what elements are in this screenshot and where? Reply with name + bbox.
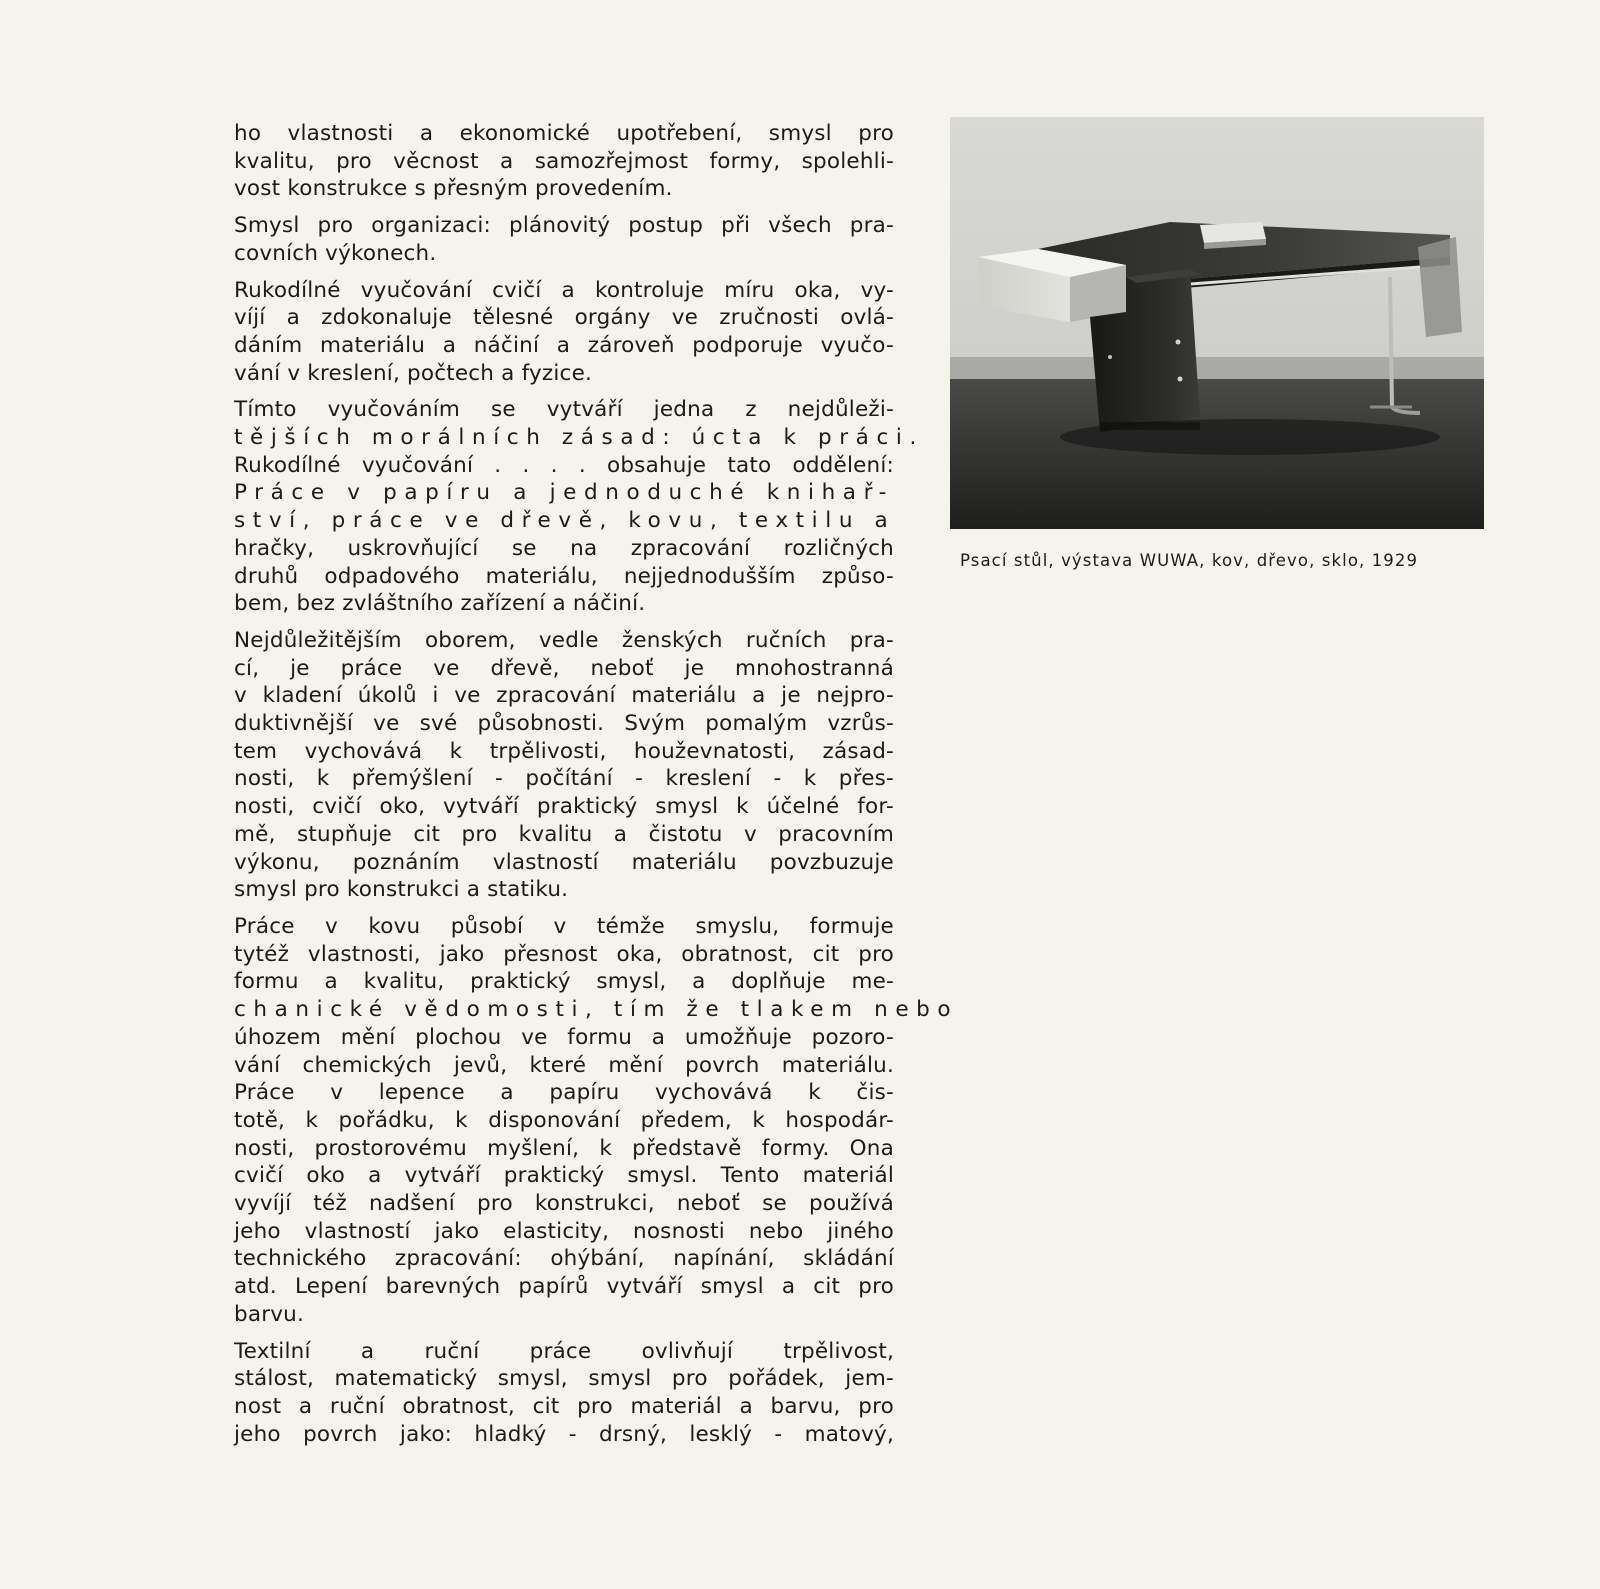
text-line: nosti, prostorovému myšlení, k představě formy. Ona	[234, 1135, 894, 1161]
text-line: víjí a zdokonaluje tělesné orgány ve zručnosti ovlá-	[234, 305, 894, 331]
text-line: chanické vědomosti, tím že tlakem nebo	[234, 997, 959, 1023]
text-line: Nejdůležitějším oborem, vedle ženských ručních pra-	[234, 627, 894, 653]
text-line: covních výkonech.	[234, 240, 437, 266]
text-line: technického zpracování: ohýbání, napínání, skládání	[234, 1246, 894, 1272]
text-line: dáním materiálu a náčiní a zároveň podporuje vyučo-	[234, 332, 894, 358]
figure-caption: Psací stůl, výstava WUWA, kov, dřevo, sklo, 1929	[960, 551, 1419, 570]
text-line: Textilní a ruční práce ovlivňují trpělivost,	[234, 1338, 894, 1364]
text-line: Práce v kovu působí v témže smyslu, formuje	[234, 913, 894, 939]
text-line: jeho vlastností jako elasticity, nosnosti nebo jiného	[234, 1218, 894, 1244]
text-line: ho vlastnosti a ekonomické upotřebení, smysl pro	[234, 121, 894, 146]
text-line: mě, stupňuje cit pro kvalitu a čistotu v pracovním	[234, 821, 894, 847]
text-line: Tímto vyučováním se vytváří jedna z nejdůleži-	[234, 397, 894, 423]
text-line: vání v kreslení, počtech a fyzice.	[234, 360, 593, 386]
text-line: totě, k pořádku, k disponování předem, k hospodár-	[234, 1107, 894, 1133]
text-line: barvu.	[234, 1301, 305, 1327]
text-line: druhů odpadového materiálu, nejjednodušším způso-	[234, 563, 894, 589]
text-line: vyvíjí též nadšení pro konstrukci, neboť se používá	[234, 1191, 894, 1217]
text-line: cí, je práce ve dřevě, neboť je mnohostranná	[234, 655, 894, 681]
text-line: v kladení úkolů i ve zpracování materiálu a je nejpro-	[234, 683, 894, 709]
text-line: Rukodílné vyučování cvičí a kontroluje míru oka, vy-	[234, 277, 894, 303]
text-line: úhozem mění plochou ve formu a umožňuje pozoro-	[234, 1024, 894, 1050]
text-line: vost konstrukce s přesným provedením.	[234, 176, 673, 202]
text-line: nost a ruční obratnost, cit pro materiál a barvu, pro	[234, 1393, 894, 1419]
text-line: tytéž vlastnosti, jako přesnost oka, obratnost, cit pro	[234, 941, 894, 967]
text-line: tějších morálních zásad: úcta k práci.	[234, 425, 924, 451]
text-line: ství, práce ve dřevě, kovu, textilu a	[234, 508, 896, 534]
main-text-column	[234, 120, 959, 1448]
text-line: tem vychovává k trpělivosti, houževnatosti, zásad-	[234, 738, 894, 764]
text-line: hračky, uskrovňující se na zpracování rozličných	[234, 535, 894, 561]
text-line: formu a kvalitu, praktický smysl, a doplňuje me-	[234, 969, 894, 995]
text-line: nosti, k přemýšlení - počítání - kreslení - k přes-	[234, 766, 894, 792]
text-line: kvalitu, pro věcnost a samozřejmost formy, spolehli-	[234, 148, 894, 174]
text-line: bem, bez zvláštního zařízení a náčiní.	[234, 591, 646, 617]
text-line: vání chemických jevů, které mění povrch materiálu.	[234, 1052, 894, 1078]
text-line: duktivnější ve své působnosti. Svým pomalým vzrůs-	[234, 711, 894, 737]
text-line: jeho povrch jako: hladký - drsný, lesklý - matový,	[234, 1421, 894, 1447]
text-line: Rukodílné vyučování . . . . obsahuje tato oddělení:	[234, 452, 894, 478]
text-line: výkonu, poznáním vlastností materiálu povzbuzuje	[234, 849, 894, 875]
desk-photo	[950, 117, 1484, 529]
text-line: atd. Lepení barevných papírů vytváří smysl a cit pro	[234, 1274, 894, 1300]
text-line: cvičí oko a vytváří praktický smysl. Tento materiál	[234, 1163, 894, 1189]
text-line: Smysl pro organizaci: plánovitý postup při všech pra-	[234, 213, 894, 239]
text-line: Práce v lepence a papíru vychovává k čis-	[234, 1080, 894, 1106]
text-line: nosti, cvičí oko, vytváří praktický smysl k účelné for-	[234, 794, 894, 820]
text-line: Práce v papíru a jednoduché knihař-	[234, 480, 894, 506]
text-line: smysl pro konstrukci a statiku.	[234, 877, 569, 903]
text-line: stálost, matematický smysl, smysl pro pořádek, jem-	[234, 1366, 894, 1392]
